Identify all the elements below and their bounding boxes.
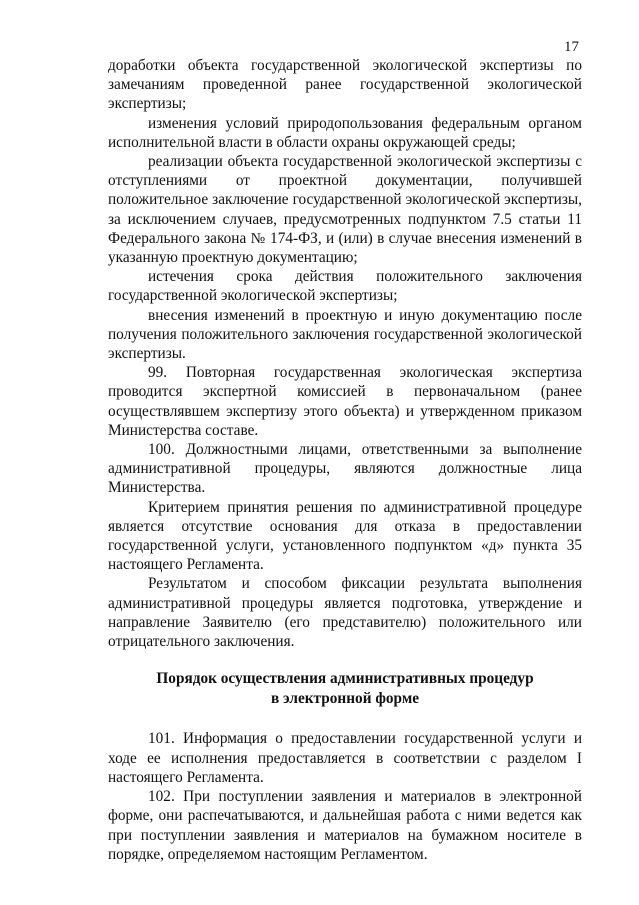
- section-heading: [108, 669, 582, 708]
- paragraph-item-conditions-change: изменения условий природопользования федеральным органом исполнительной власти в области охраны окружающей среды;: [108, 114, 582, 151]
- section-heading-line-2: в электронной форме: [270, 689, 420, 707]
- paragraph-item-deviation: реализации объекта государственной экологической экспертизы с отступлениями от проектной документации, получившей положительное заключение государственной экологической экспертизы, за исключением случаев, предусмотренных подпунктом 7.5 статьи 11 Федерального закона № 174-ФЗ, и (или) в случае внесения изменений в указанную проектную документацию;: [108, 153, 582, 267]
- paragraph-102: 102. При поступлении заявления и материалов в электронной форме, они распечатываются, и дальнейшая работа с ними ведется как при поступлении заявления и материалов на бумажном носителе в порядке, определяемом настоящим Регламентом.: [108, 788, 582, 863]
- paragraph-100: 100. Должностными лицами, ответственными за выполнение административной процедуры, являются должностные лица Министерства.: [108, 441, 582, 497]
- paragraph-99: 99. Повторная государственная экологическая экспертиза проводится экспертной комиссией в первоначальном (ранее осуществлявшем экспертизу этого объекта) и утвержденном приказом Министерства составе.: [108, 364, 582, 439]
- spacer: [108, 708, 582, 729]
- page-number: 17: [564, 39, 579, 55]
- document-body: [108, 56, 582, 864]
- paragraph-criterion: Критерием принятия решения по административной процедуре является отсутствие основания для отказа в предоставлении государственной услуги, установленного подпунктом «д» пункта 35 настоящего Регламента.: [108, 498, 582, 574]
- paragraph-item-changes: внесения изменений в проектную и иную документацию после получения положительного заключения государственной экологической экспертизы.: [108, 306, 582, 363]
- paragraph-item-expiry: истечения срока действия положительного заключения государственной экологической экспертизы;: [108, 268, 582, 305]
- paragraph-continuation: доработки объекта государственной экологической экспертизы по замечаниям проведенной ранее государственной экологической экспертизы;: [108, 57, 582, 113]
- section-heading-line-1: Порядок осуществления административных процедур: [156, 670, 534, 688]
- paragraph-result: Результатом и способом фиксации результата выполнения административной процедуры является подготовка, утверждение и направление Заявителю (его представителю) положительного или отрицательного заключения.: [108, 575, 582, 651]
- paragraph-101: 101. Информация о предоставлении государственной услуги и ходе ее исполнения предоставляется в соответствии с разделом I настоящего Регламента.: [108, 730, 582, 786]
